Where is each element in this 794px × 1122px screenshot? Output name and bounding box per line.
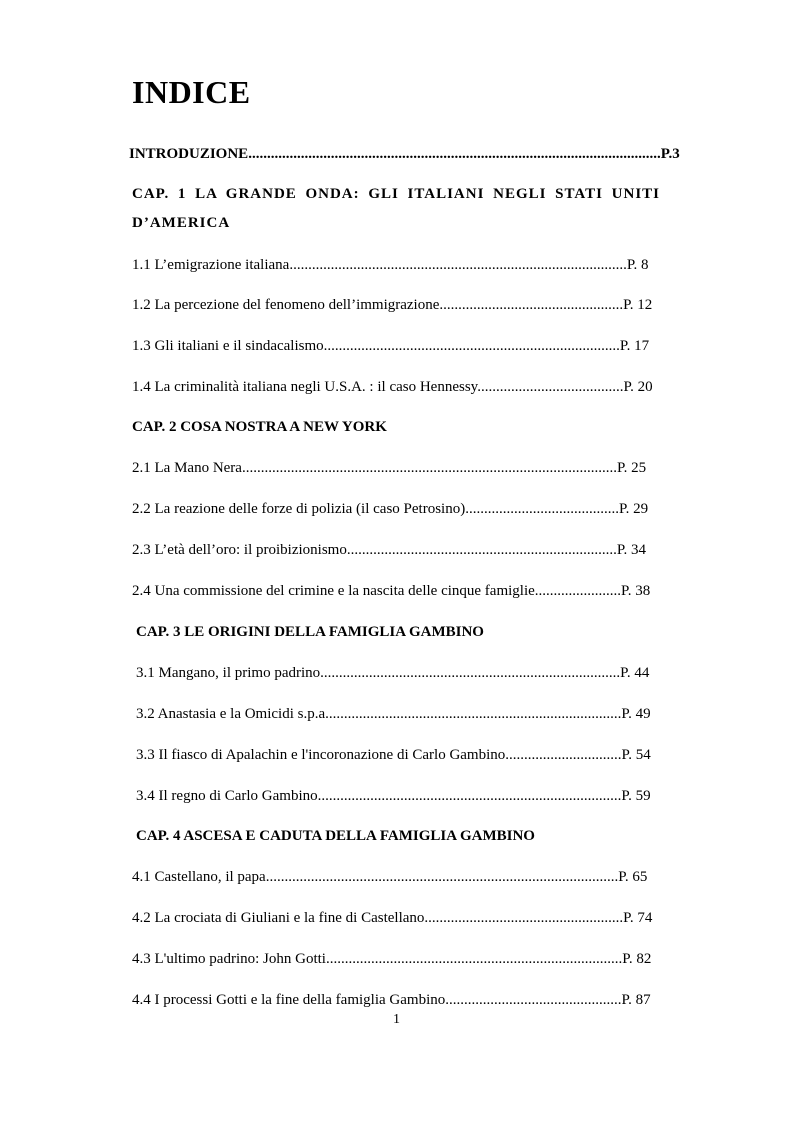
leader-dots: .......................................: [477, 379, 624, 395]
leader-dots: .........................................: [465, 501, 619, 517]
toc-entry: [132, 950, 659, 968]
toc-entry: [136, 746, 659, 764]
toc-entry-page: P. 65: [618, 869, 648, 885]
toc-entry: [132, 541, 656, 559]
toc-entry: [132, 296, 660, 314]
toc-entry-label: 3.4 Il regno di Carlo Gambino: [136, 788, 318, 804]
toc-entry: [136, 664, 659, 682]
leader-dots: ........................................................................: [346, 542, 617, 558]
toc-entry-label: 4.2 La crociata di Giuliani e la fine di Castellano: [132, 910, 425, 926]
chapter-2-heading: CAP. 2 COSA NOSTRA A NEW YORK: [132, 419, 387, 435]
toc-entry-label: 2.1 La Mano Nera: [132, 460, 242, 476]
toc-entry-page: P. 25: [616, 460, 647, 476]
toc-entry-page: P.3: [660, 146, 680, 162]
leader-dots: ...............................................: [445, 992, 622, 1008]
toc-entry: [132, 991, 659, 1009]
toc-entry-label: 2.4 Una commissione del crimine e la nascita delle cinque famiglie: [132, 583, 535, 599]
page-number: 1: [393, 1012, 400, 1027]
toc-entry-label: 2.3 L’età dell’oro: il proibizionismo: [132, 542, 347, 558]
leader-dots: ...............................: [505, 747, 622, 763]
leader-dots: ...............................................................................: [323, 338, 620, 354]
leader-dots: ..............................................................................: [328, 706, 622, 722]
toc-entry: [132, 378, 660, 396]
toc-entry: [132, 459, 656, 477]
toc-entry-label: 4.3 L'ultimo padrino: John Gotti: [132, 951, 326, 967]
toc-entry-page: P. 44: [620, 665, 650, 681]
toc-entry-page: P. 74: [623, 910, 653, 926]
toc-entry-page: P. 20: [623, 379, 653, 395]
toc-entry: [132, 868, 658, 886]
toc-entry-page: P. 12: [623, 297, 653, 313]
leader-dots: ...............................................................................: [325, 951, 623, 967]
leader-dots: .......................: [534, 583, 622, 599]
toc-entry: [132, 500, 654, 518]
toc-entry-label: 4.4 I processi Gotti e la fine della famiglia Gambino: [132, 992, 446, 1008]
toc-entry: [132, 582, 656, 600]
toc-entry-label: 2.2 La reazione delle forze di polizia (il caso Petrosino): [132, 501, 466, 517]
toc-entry: [136, 787, 659, 805]
chapter-1-heading: CAP. 1 LA GRANDE ONDA: GLI ITALIANI NEGLI STATI UNITI D’AMERICA: [132, 186, 660, 231]
leader-dots: .................................................................................: [317, 788, 622, 804]
leader-dots: ....................................................................................................: [241, 460, 617, 476]
toc-entry-label: 4.1 Castellano, il papa: [132, 869, 266, 885]
chapter-3-heading: CAP. 3 LE ORIGINI DELLA FAMIGLIA GAMBINO: [136, 624, 484, 640]
toc-entry-page: P. 49: [621, 706, 651, 722]
toc-entry-page: P. 54: [621, 747, 651, 763]
toc-entry-page: P. 59: [621, 788, 651, 804]
toc-entry-label: 3.2 Anastasia e la Omicidi s.p.a.: [136, 706, 329, 722]
leader-dots: .................................................: [439, 297, 624, 313]
toc-entry-page: P. 8: [626, 257, 649, 273]
toc-entry-label: 1.1 L’emigrazione italiana: [132, 257, 290, 273]
toc-entry-page: P. 29: [618, 501, 649, 517]
toc-entry-label: 1.3 Gli italiani e il sindacalismo: [132, 338, 324, 354]
toc-entry-page: P. 38: [621, 583, 651, 599]
toc-entry-label: INTRODUZIONE: [129, 146, 249, 162]
leader-dots: ..............................................................................................: [265, 869, 619, 885]
toc-entry: [132, 909, 659, 927]
toc-entry-page: P. 82: [622, 951, 652, 967]
toc-entry: [132, 337, 660, 355]
toc-entry-label: 1.4 La criminalità italiana negli U.S.A. : il caso Hennessy: [132, 379, 478, 395]
page-title: INDICE: [132, 74, 251, 110]
toc-entry-introduzione: [129, 145, 689, 163]
toc-entry: [132, 256, 660, 274]
leader-dots: ................................................................................: [320, 665, 621, 681]
toc-entry-label: 3.3 Il fiasco di Apalachin e l'incoronazione di Carlo Gambino: [136, 747, 506, 763]
toc-entry-label: 3.1 Mangano, il primo padrino: [136, 665, 321, 681]
leader-dots: .....................................................: [424, 910, 624, 926]
toc-entry-page: P. 34: [616, 542, 647, 558]
leader-dots: ..........................................................................................: [289, 257, 627, 273]
toc-entry-label: 1.2 La percezione del fenomeno dell’immigrazione: [132, 297, 440, 313]
toc-entry-page: P. 87: [621, 992, 651, 1008]
toc-entry-page: P. 17: [619, 338, 650, 354]
leader-dots: ..............................................................................................................: [248, 146, 661, 162]
chapter-4-heading: CAP. 4 ASCESA E CADUTA DELLA FAMIGLIA GAMBINO: [136, 828, 535, 844]
toc-entry: [136, 705, 659, 723]
